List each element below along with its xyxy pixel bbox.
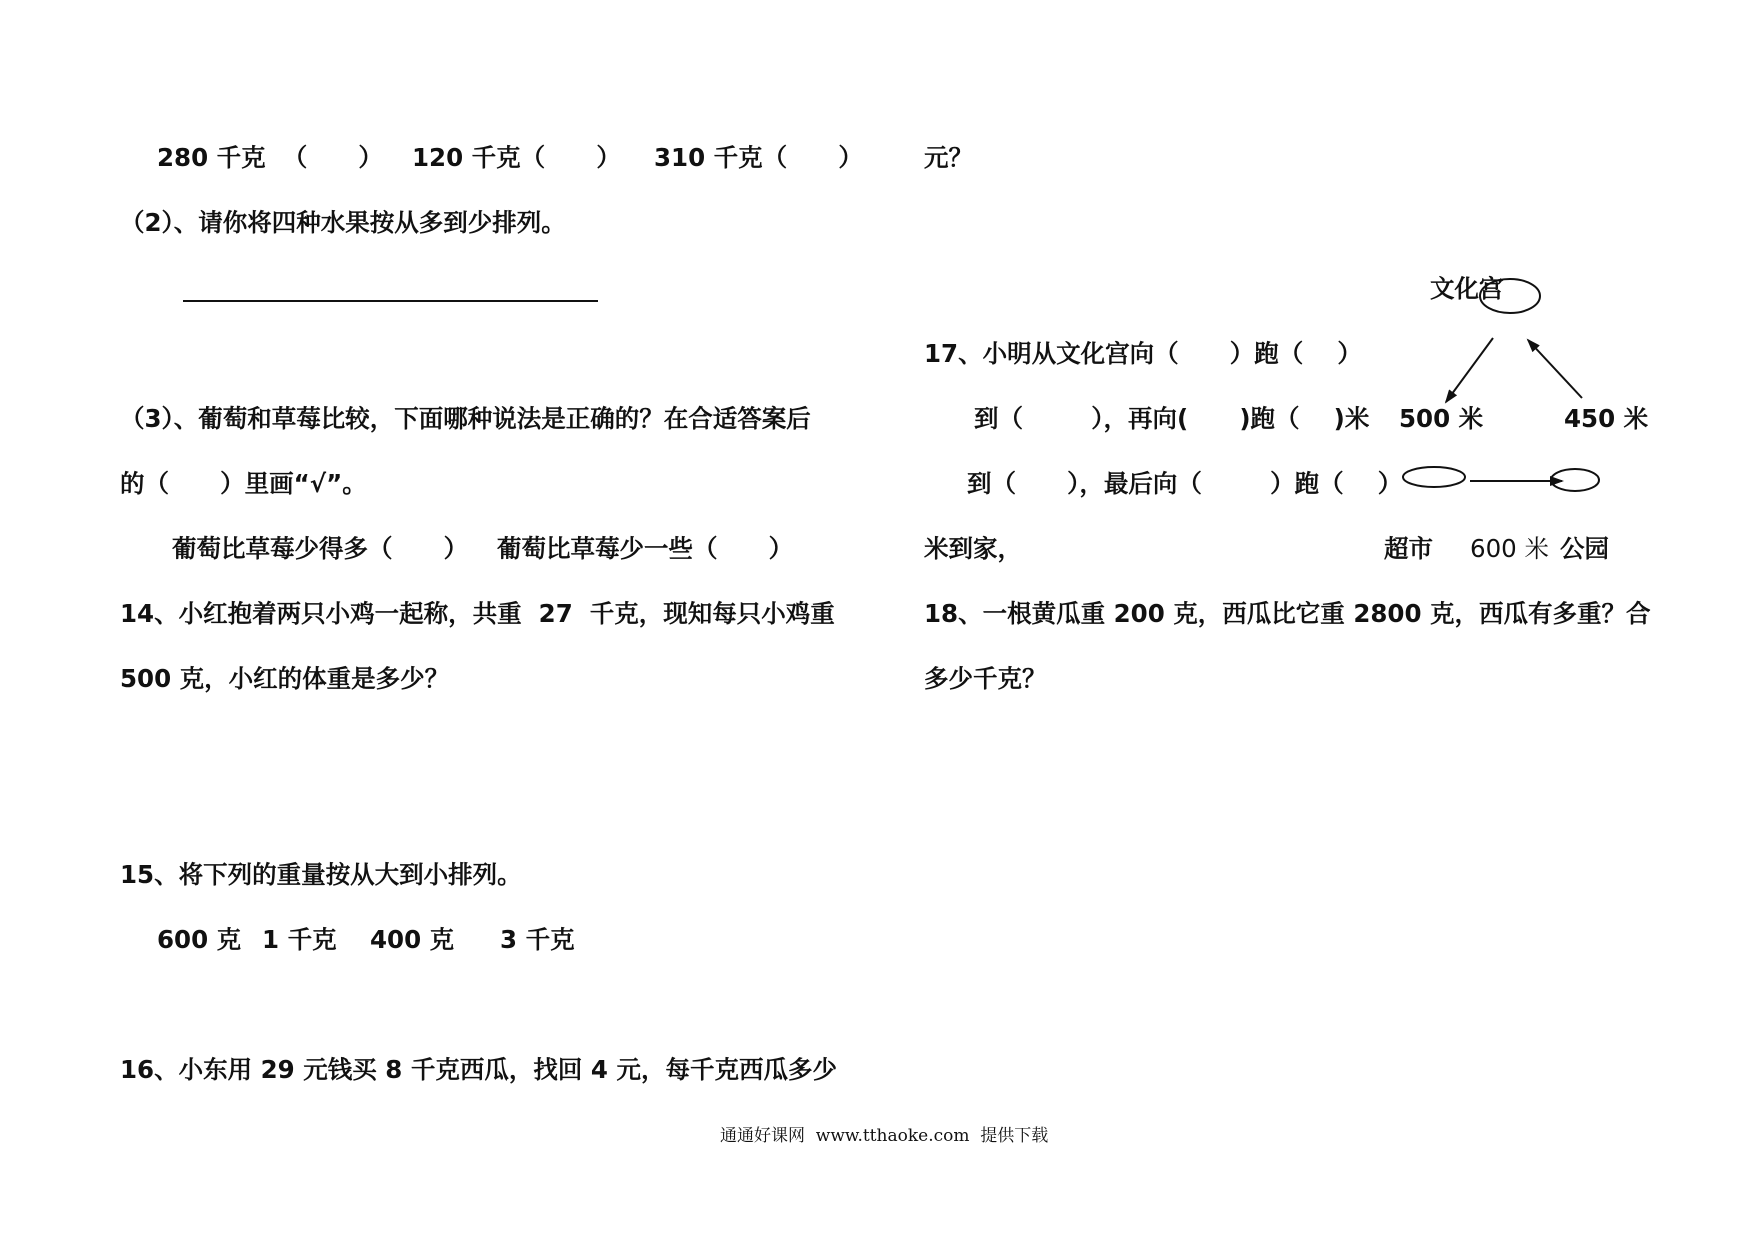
question-17-line1: 17、小明从文化宫向（ ）跑（ ） <box>924 339 1362 368</box>
arrow-palace-to-supermarket <box>1446 338 1493 402</box>
weight-120: 120 千克（ ） <box>412 143 621 172</box>
label-500m: 500 米 <box>1399 404 1484 433</box>
weight-310: 310 千克（ ） <box>654 143 863 172</box>
question-15: 15、将下列的重量按从大到小排列。 <box>120 860 522 889</box>
question-3-line1: （3）、葡萄和草莓比较，下面哪种说法是正确的？在合适答案后 <box>120 404 811 433</box>
question-18-line1: 18、一根黄瓜重 200 克，西瓜比它重 2800 克，西瓜有多重？合 <box>924 599 1651 628</box>
question-18-line2: 多少千克？ <box>924 664 1047 693</box>
item-400g: 400 克 <box>370 925 455 954</box>
question-17-line2: 到（ ），再向( )跑（ )米 <box>974 404 1370 433</box>
question-14-line2: 500 克，小红的体重是多少？ <box>120 664 450 693</box>
label-culture-palace: 文化宫 <box>1430 274 1504 303</box>
label-450m: 450 米 <box>1564 404 1649 433</box>
option-less-much: 葡萄比草莓少得多（ ） <box>172 534 469 563</box>
item-600g: 600 克 <box>157 925 242 954</box>
question-17-line4: 米到家， <box>924 534 1022 563</box>
question-17-line3: 到（ ），最后向（ ）跑（ ） <box>967 469 1403 498</box>
label-600m: 600 米 <box>1470 534 1550 563</box>
supermarket-marker <box>1403 467 1465 487</box>
label-park: 公园 <box>1560 534 1609 563</box>
item-3kg: 3 千克 <box>500 925 575 954</box>
footer-source: 通通好课网 www.tthaoke.com 提供下载 <box>720 1126 1049 1146</box>
weight-280: 280 千克 （ ） <box>157 143 383 172</box>
question-16: 16、小东用 29 元钱买 8 千克西瓜，找回 4 元，每千克西瓜多少 <box>120 1055 837 1084</box>
question-14-line1: 14、小红抱着两只小鸡一起称，共重 27 千克，现知每只小鸡重 <box>120 599 835 628</box>
item-1kg: 1 千克 <box>262 925 337 954</box>
question-3-line2: 的（ ）里画“√”。 <box>120 469 367 498</box>
arrow-park-to-palace <box>1528 340 1582 398</box>
option-less-some: 葡萄比草莓少一些（ ） <box>497 534 794 563</box>
question-16-continued: 元？ <box>924 143 973 172</box>
label-supermarket: 超市 <box>1384 534 1433 563</box>
question-2: （2）、请你将四种水果按从多到少排列。 <box>120 208 566 237</box>
